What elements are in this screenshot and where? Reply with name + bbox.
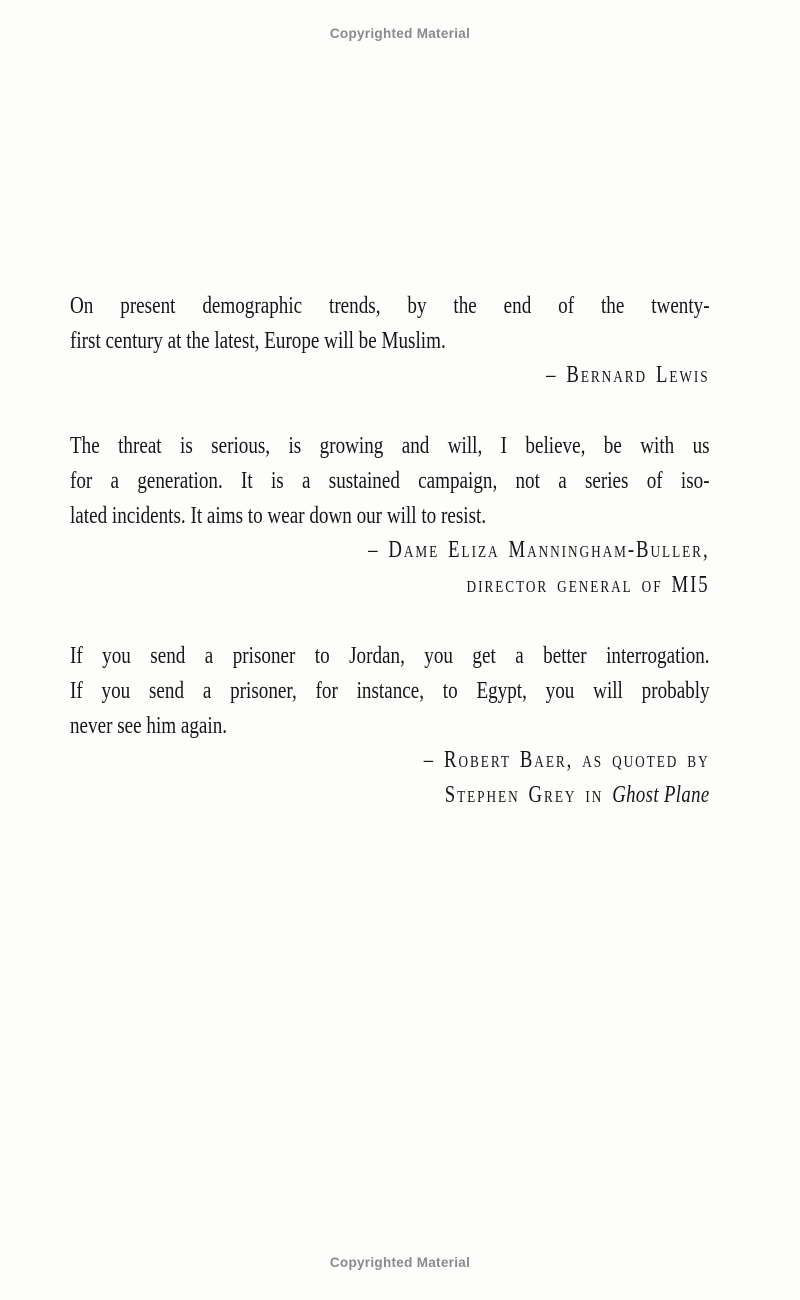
quote-spacer: [70, 603, 710, 638]
epigraph-block: [70, 288, 710, 813]
book-title-ghost-plane: Ghost Plane: [612, 782, 710, 808]
attribution-line: [70, 778, 710, 813]
epigraph-quote-manningham-buller: [70, 428, 710, 603]
quote-line: never see him again.: [70, 712, 228, 739]
copyright-notice-top: Copyrighted Material: [329, 26, 471, 41]
attribution-line: – Bernard Lewis: [546, 362, 710, 388]
attribution-text: Stephen Grey in: [444, 782, 613, 808]
quote-line: On present demographic trends, by the end of the twenty-: [70, 292, 710, 319]
attribution-line: – Dame Eliza Manningham-Buller,: [368, 537, 710, 563]
quote-line: lated incidents. It aims to wear down our will to resist.: [70, 502, 487, 529]
epigraph-quote-lewis: [70, 288, 710, 393]
quote-line: for a generation. It is a sustained campaign, not a series of iso-: [70, 467, 710, 494]
quote-spacer: [70, 393, 710, 428]
quote-line: If you send a prisoner, for instance, to Egypt, you will probably: [70, 677, 710, 704]
attribution-line: director general of MI5: [466, 572, 710, 598]
attribution-line: – Robert Baer, as quoted by: [423, 747, 710, 773]
epigraph-quote-baer: [70, 638, 710, 813]
quote-line: The threat is serious, is growing and will, I believe, be with us: [70, 432, 710, 459]
quote-line: If you send a prisoner to Jordan, you get a better interrogation.: [70, 642, 710, 669]
copyright-notice-bottom: Copyrighted Material: [329, 1255, 471, 1270]
quote-line: first century at the latest, Europe will be Muslim.: [70, 327, 446, 354]
